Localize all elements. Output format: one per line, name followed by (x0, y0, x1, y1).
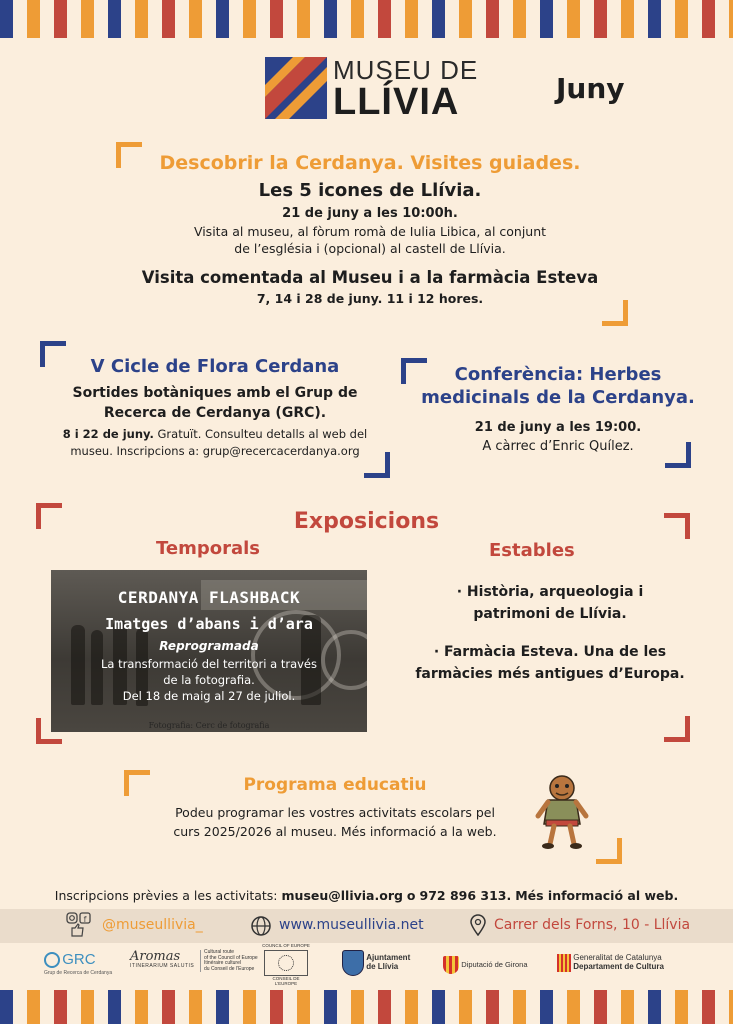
stripe (405, 990, 418, 1024)
sponsor-council-europe (262, 944, 310, 987)
grc-sub: Grup de Recerca de Cerdanya (44, 969, 113, 976)
stripe (621, 0, 634, 38)
conference-heading-line2: medicinals de la Cerdanya. (421, 387, 695, 408)
logo-line1: MUSEU DE (333, 55, 479, 85)
contact-bar (0, 909, 733, 943)
stripe (513, 990, 526, 1024)
conference-speaker: A càrrec d’Enric Quílez. (482, 439, 634, 454)
stripe (405, 0, 418, 38)
stripe (675, 990, 688, 1024)
globe-icon (250, 915, 272, 937)
stripe (648, 990, 661, 1024)
stripe (81, 0, 94, 38)
route-note-1: Cultural route (204, 949, 235, 955)
stripe (702, 0, 715, 38)
coe-bottom: CONSEIL DE L’EUROPE (272, 975, 300, 986)
stripe (702, 990, 715, 1024)
stripe (297, 990, 310, 1024)
conference-section (398, 364, 718, 454)
stripe (324, 0, 337, 38)
stripe (378, 990, 391, 1024)
registration-email[interactable]: museu@llivia.org (281, 888, 403, 903)
stripe (540, 990, 553, 1024)
sponsor-diputacio (443, 956, 528, 974)
sponsor-grc (44, 952, 112, 976)
flashback-status: Reprogramada (159, 639, 259, 653)
stripe (648, 0, 661, 38)
stripe (0, 0, 13, 38)
education-heading: Programa educatiu (243, 775, 427, 795)
stripe (135, 0, 148, 38)
stripe (432, 990, 445, 1024)
stripe (675, 0, 688, 38)
flashback-title: CERDANYA FLASHBACK (117, 588, 301, 607)
flora-dates: 8 i 22 de juny. (62, 427, 154, 441)
guided-title: Les 5 icones de Llívia. (258, 180, 482, 201)
stripe (27, 0, 40, 38)
website-link[interactable]: www.museullivia.net (279, 917, 424, 933)
generalitat-flag-icon (557, 954, 571, 972)
stripe (459, 0, 472, 38)
top-stripe-border (0, 0, 733, 38)
ajuntament-line1: Ajuntament (366, 953, 411, 963)
flora-sub-line2: Recerca de Cerdanya (GRC). (103, 405, 327, 421)
guided-date2: 7, 14 i 28 de juny. 11 i 12 hores. (256, 291, 484, 306)
stripe (567, 990, 580, 1024)
stripe (324, 990, 337, 1024)
temporary-label: Temporals (156, 538, 261, 559)
education-section (140, 775, 530, 839)
map-pin-icon (469, 914, 487, 936)
ajuntament-line2: de Llívia (366, 962, 399, 971)
flora-sub-line1: Sortides botàniques amb el Grup de (72, 385, 358, 401)
sponsor-aromas (130, 950, 200, 970)
perm2-line1: · Farmàcia Esteva. Una de les (433, 644, 667, 660)
stripe (513, 0, 526, 38)
flashback-photo (51, 570, 367, 732)
education-line2: curs 2025/2026 al museu. Més informació a la web. (173, 824, 497, 839)
stripe (108, 0, 121, 38)
guided-desc-line1: Visita al museu, al fòrum romà de Iulia Libica, al conjunt (193, 224, 547, 239)
stripe (729, 0, 733, 38)
flora-info-line2: museu. Inscripcions a: grup@recercacerdanya.org (70, 444, 360, 458)
stripe (0, 990, 13, 1024)
permanent-label: Estables (489, 540, 575, 561)
stripe (81, 990, 94, 1024)
aromas-sub: ITINERARIUM SALUTIS (130, 963, 195, 970)
ajuntament-shield-icon (342, 950, 364, 976)
stripe (243, 990, 256, 1024)
conference-heading-line1: Conferència: Herbes (454, 364, 662, 385)
stripe (108, 990, 121, 1024)
stripe (270, 0, 283, 38)
registration-phone[interactable]: 972 896 313. (419, 888, 512, 903)
education-line1: Podeu programar les vostres activitats escolars pel (175, 805, 495, 820)
stripe (297, 0, 310, 38)
stripe (162, 990, 175, 1024)
sponsor-generalitat (557, 954, 664, 972)
bracket-exh-bottom-right (664, 716, 690, 742)
social-icons (66, 912, 92, 938)
route-note-4: du Conseil de l’Europe (204, 965, 255, 972)
stripe (432, 0, 445, 38)
stripe (540, 0, 553, 38)
grc-label: GRC (62, 951, 96, 968)
sponsor-route-note (200, 950, 258, 972)
stripe (189, 0, 202, 38)
route-note-2: of the Council of Europe (204, 954, 258, 961)
coe-flag-icon (264, 950, 308, 976)
conference-date: 21 de juny a les 19:00. (474, 420, 642, 435)
stripe (162, 0, 175, 38)
stripe (216, 0, 229, 38)
flora-section (40, 356, 390, 458)
diputacio-shield-icon (443, 956, 459, 974)
exhibitions-heading: Exposicions (293, 509, 440, 534)
stripe (54, 0, 67, 38)
logo-line2: LLÍVIA (333, 81, 460, 123)
stripe (351, 990, 364, 1024)
stripe (54, 990, 67, 1024)
registration-prefix: Inscripcions prèvies a les activitats: (54, 888, 278, 903)
stripe (270, 990, 283, 1024)
svg-text:f: f (83, 915, 87, 924)
flashback-desc-line2: de la fotografia. (163, 673, 255, 687)
flashback-subtitle: Imatges d’abans i d’ara (105, 615, 313, 633)
diputacio-label: Diputació de Girona (461, 959, 528, 969)
generalitat-line2: Departament de Cultura (573, 962, 664, 971)
guided-date: 21 de juny a les 10:00h. (282, 206, 458, 221)
stripe (243, 0, 256, 38)
stripe (594, 990, 607, 1024)
generalitat-line1: Generalitat de Catalunya (573, 953, 662, 963)
stripe (729, 990, 733, 1024)
stripe (621, 990, 634, 1024)
museum-logo (265, 55, 480, 123)
flashback-dates: Del 18 de maig al 27 de juliol. (122, 689, 296, 703)
flora-info-line1 (40, 427, 390, 441)
perm1-line1: · Història, arqueologia i (456, 584, 644, 600)
address-text: Carrer dels Forns, 10 - Llívia (494, 917, 691, 933)
guided-desc-line2: de l’església i (opcional) al castell de Llívia. (234, 241, 506, 256)
route-note-3: Itinéraire culturel (204, 960, 241, 966)
guided-title2: Visita comentada al Museu i a la farmàcia Esteva (141, 268, 599, 287)
registration-or: o (406, 888, 416, 903)
flashback-desc-line1: La transformació del territori a través (101, 657, 317, 671)
photo-caption: Fotografia: Cerc de fotografia (148, 721, 270, 730)
stripe (378, 0, 391, 38)
stripe (567, 0, 580, 38)
logo-mark-icon (265, 57, 327, 119)
bracket-edu-bottom-right (596, 838, 622, 864)
stripe (216, 990, 229, 1024)
flora-info-rest: Gratuït. Consulteu detalls al web del (153, 427, 368, 441)
stripe (486, 0, 499, 38)
social-handle[interactable]: @museullivia_ (102, 917, 203, 933)
stripe (135, 990, 148, 1024)
perm2-line2: farmàcies més antigues d’Europa. (415, 666, 685, 682)
flora-heading: V Cicle de Flora Cerdana (90, 356, 340, 377)
stripe (27, 990, 40, 1024)
sponsor-ajuntament (342, 950, 410, 976)
flashback-overlay (51, 570, 367, 732)
perm1-line2: patrimoni de Llívia. (473, 606, 627, 622)
month-label: Juny (556, 72, 625, 105)
bottom-stripe-border (0, 990, 733, 1024)
stripe (351, 0, 364, 38)
registration-more: Més informació al web. (515, 888, 679, 903)
stripe (189, 990, 202, 1024)
permanent-exhibitions (400, 584, 700, 682)
guided-heading: Descobrir la Cerdanya. Visites guiades. (159, 152, 581, 174)
stripe (594, 0, 607, 38)
stripe (459, 990, 472, 1024)
registration-line (0, 888, 733, 903)
roman-mascot-icon (534, 774, 590, 850)
guided-visits-section (100, 152, 640, 306)
aromas-label: Aromas (130, 949, 181, 964)
stripe (486, 990, 499, 1024)
coe-top: COUNCIL OF EUROPE (262, 943, 310, 948)
grc-globe-icon (44, 952, 60, 968)
